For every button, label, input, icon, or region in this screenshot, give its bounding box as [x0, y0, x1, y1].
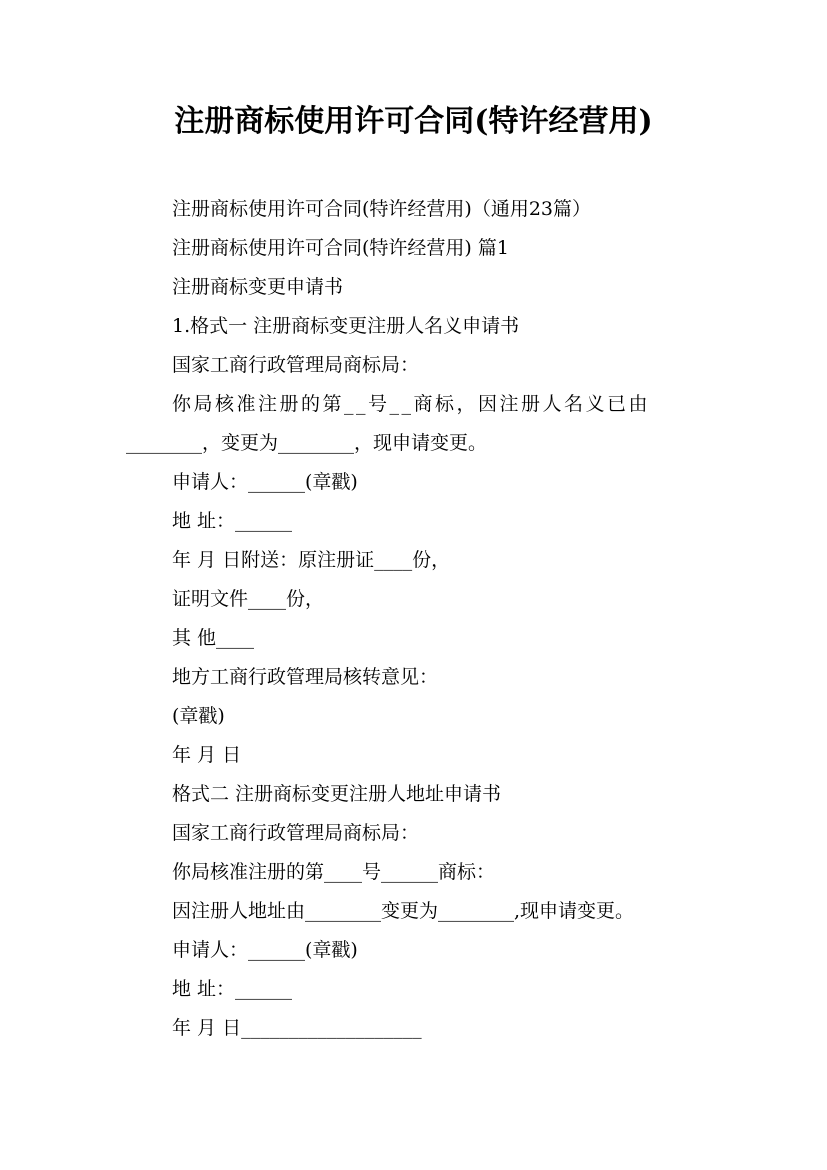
doc-line-1: 注册商标使用许可合同(特许经营用)（通用23篇）: [172, 198, 592, 220]
doc-line-17: 国家工商行政管理局商标局：: [172, 822, 420, 844]
doc-line-12: 其 他____: [172, 627, 255, 649]
doc-line-16: 格式二 注册商标变更注册人地址申请书: [172, 783, 502, 805]
doc-line-18: 你局核准注册的第____号______商标：: [172, 861, 496, 883]
doc-line-15: 年 月 日: [172, 744, 242, 766]
doc-line-8: 申请人：______(章戳): [172, 471, 358, 493]
doc-line-13: 地方工商行政管理局核转意见：: [172, 666, 439, 688]
doc-line-5: 国家工商行政管理局商标局：: [172, 354, 420, 376]
doc-line-4: 1.格式一 注册商标变更注册人名义申请书: [172, 315, 520, 337]
doc-line-9: 地 址：______: [172, 510, 293, 532]
doc-line-2: 注册商标使用许可合同(特许经营用) 篇1: [172, 237, 509, 259]
doc-line-3: 注册商标变更申请书: [172, 276, 344, 298]
doc-line-22: 年 月 日___________________: [172, 1017, 422, 1039]
doc-line-6: 你局核准注册的第__号__商标，因注册人名义已由: [172, 393, 651, 415]
doc-line-20: 申请人：______(章戳): [172, 939, 358, 961]
doc-line-7: ________，变更为________，现申请变更。: [126, 432, 488, 454]
document-title: 注册商标使用许可合同(特许经营用): [174, 104, 653, 139]
doc-line-19: 因注册人地址由________变更为________,现申请变更。: [172, 900, 635, 922]
doc-line-21: 地 址：______: [172, 978, 293, 1000]
doc-line-11: 证明文件____份，: [172, 588, 325, 610]
doc-line-14: (章戳): [172, 705, 225, 727]
doc-line-10: 年 月 日附送：原注册证____份，: [172, 549, 451, 571]
